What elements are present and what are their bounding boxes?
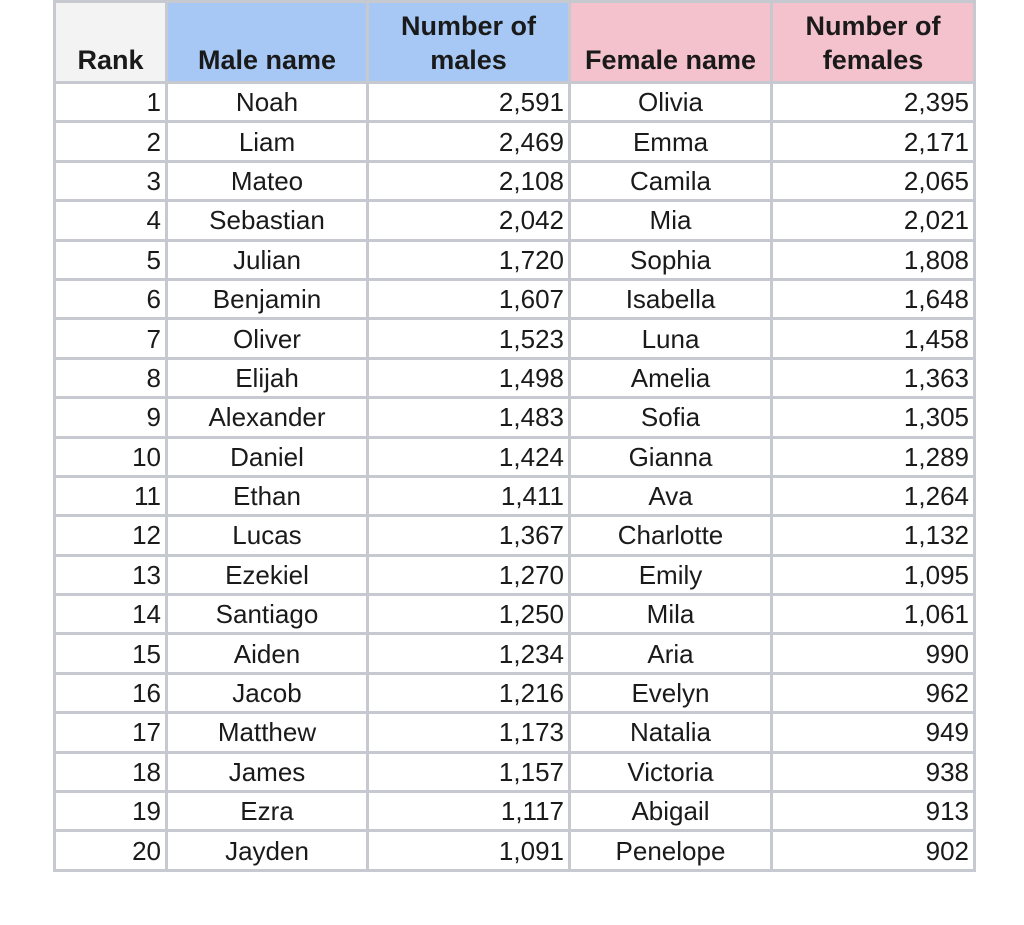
cell-female-name: Emily — [570, 555, 772, 594]
cell-female-name: Camila — [570, 161, 772, 200]
cell-male-count: 1,216 — [368, 673, 570, 712]
cell-female-name: Penelope — [570, 831, 772, 870]
cell-female-count: 2,065 — [772, 161, 975, 200]
cell-female-name: Luna — [570, 319, 772, 358]
cell-male-name: James — [167, 752, 368, 791]
cell-female-name: Gianna — [570, 437, 772, 476]
table-row — [55, 279, 975, 318]
names-table — [53, 0, 976, 872]
cell-rank: 2 — [55, 122, 167, 161]
cell-rank: 5 — [55, 240, 167, 279]
cell-male-count: 1,523 — [368, 319, 570, 358]
names-table-container — [53, 0, 976, 872]
cell-rank: 18 — [55, 752, 167, 791]
table-row — [55, 516, 975, 555]
cell-male-count: 1,157 — [368, 752, 570, 791]
cell-male-name: Aiden — [167, 634, 368, 673]
cell-rank: 14 — [55, 595, 167, 634]
cell-male-count: 1,173 — [368, 713, 570, 752]
cell-female-count: 962 — [772, 673, 975, 712]
cell-female-count: 1,808 — [772, 240, 975, 279]
cell-rank: 11 — [55, 476, 167, 515]
cell-rank: 3 — [55, 161, 167, 200]
cell-female-count: 902 — [772, 831, 975, 870]
cell-female-count: 1,132 — [772, 516, 975, 555]
cell-female-name: Charlotte — [570, 516, 772, 555]
cell-female-name: Evelyn — [570, 673, 772, 712]
cell-male-count: 2,469 — [368, 122, 570, 161]
cell-female-name: Natalia — [570, 713, 772, 752]
cell-male-name: Mateo — [167, 161, 368, 200]
cell-female-count: 949 — [772, 713, 975, 752]
cell-rank: 6 — [55, 279, 167, 318]
table-body — [55, 83, 975, 871]
table-row — [55, 792, 975, 831]
cell-female-count: 1,264 — [772, 476, 975, 515]
table-row — [55, 713, 975, 752]
cell-male-count: 1,720 — [368, 240, 570, 279]
cell-female-count: 1,095 — [772, 555, 975, 594]
cell-rank: 20 — [55, 831, 167, 870]
cell-male-name: Noah — [167, 83, 368, 122]
table-row — [55, 555, 975, 594]
cell-female-name: Abigail — [570, 792, 772, 831]
cell-male-count: 1,091 — [368, 831, 570, 870]
cell-rank: 7 — [55, 319, 167, 358]
cell-male-name: Daniel — [167, 437, 368, 476]
cell-female-count: 1,648 — [772, 279, 975, 318]
cell-male-count: 1,607 — [368, 279, 570, 318]
cell-female-count: 913 — [772, 792, 975, 831]
cell-male-name: Sebastian — [167, 201, 368, 240]
cell-rank: 8 — [55, 358, 167, 397]
cell-rank: 4 — [55, 201, 167, 240]
table-row — [55, 201, 975, 240]
cell-male-count: 1,367 — [368, 516, 570, 555]
cell-male-count: 1,498 — [368, 358, 570, 397]
table-row — [55, 240, 975, 279]
cell-female-name: Olivia — [570, 83, 772, 122]
cell-female-count: 1,061 — [772, 595, 975, 634]
header-rank: Rank — [55, 2, 167, 83]
cell-female-name: Sofia — [570, 398, 772, 437]
cell-male-count: 2,108 — [368, 161, 570, 200]
table-row — [55, 398, 975, 437]
cell-rank: 12 — [55, 516, 167, 555]
header-female-name: Female name — [570, 2, 772, 83]
table-row — [55, 752, 975, 791]
cell-rank: 13 — [55, 555, 167, 594]
cell-female-name: Ava — [570, 476, 772, 515]
cell-female-count: 1,289 — [772, 437, 975, 476]
cell-female-count: 1,363 — [772, 358, 975, 397]
cell-male-name: Jayden — [167, 831, 368, 870]
cell-male-count: 2,591 — [368, 83, 570, 122]
cell-male-name: Matthew — [167, 713, 368, 752]
table-row — [55, 831, 975, 870]
cell-male-name: Ezekiel — [167, 555, 368, 594]
table-row — [55, 595, 975, 634]
cell-rank: 16 — [55, 673, 167, 712]
cell-male-count: 1,117 — [368, 792, 570, 831]
cell-female-name: Sophia — [570, 240, 772, 279]
cell-female-count: 2,171 — [772, 122, 975, 161]
cell-male-name: Benjamin — [167, 279, 368, 318]
cell-female-count: 2,021 — [772, 201, 975, 240]
header-female-count: Number of females — [772, 2, 975, 83]
table-row — [55, 476, 975, 515]
cell-male-name: Oliver — [167, 319, 368, 358]
cell-male-count: 1,483 — [368, 398, 570, 437]
cell-rank: 1 — [55, 83, 167, 122]
cell-rank: 10 — [55, 437, 167, 476]
header-male-count: Number of males — [368, 2, 570, 83]
table-row — [55, 358, 975, 397]
cell-rank: 17 — [55, 713, 167, 752]
cell-rank: 15 — [55, 634, 167, 673]
cell-female-count: 1,458 — [772, 319, 975, 358]
cell-female-count: 2,395 — [772, 83, 975, 122]
cell-male-name: Ezra — [167, 792, 368, 831]
table-row — [55, 673, 975, 712]
cell-male-count: 1,234 — [368, 634, 570, 673]
cell-female-count: 1,305 — [772, 398, 975, 437]
table-row — [55, 437, 975, 476]
cell-female-name: Emma — [570, 122, 772, 161]
cell-male-count: 1,250 — [368, 595, 570, 634]
cell-male-name: Ethan — [167, 476, 368, 515]
header-male-name: Male name — [167, 2, 368, 83]
cell-male-count: 1,411 — [368, 476, 570, 515]
cell-female-count: 938 — [772, 752, 975, 791]
cell-male-name: Alexander — [167, 398, 368, 437]
cell-rank: 19 — [55, 792, 167, 831]
cell-female-name: Isabella — [570, 279, 772, 318]
cell-female-name: Victoria — [570, 752, 772, 791]
cell-male-count: 2,042 — [368, 201, 570, 240]
cell-male-name: Elijah — [167, 358, 368, 397]
cell-female-name: Amelia — [570, 358, 772, 397]
cell-male-name: Lucas — [167, 516, 368, 555]
cell-female-name: Mia — [570, 201, 772, 240]
table-row — [55, 161, 975, 200]
cell-rank: 9 — [55, 398, 167, 437]
cell-male-name: Santiago — [167, 595, 368, 634]
cell-male-name: Jacob — [167, 673, 368, 712]
table-row — [55, 319, 975, 358]
cell-female-name: Mila — [570, 595, 772, 634]
cell-female-count: 990 — [772, 634, 975, 673]
table-row — [55, 634, 975, 673]
cell-male-count: 1,270 — [368, 555, 570, 594]
header-row — [55, 2, 975, 83]
cell-female-name: Aria — [570, 634, 772, 673]
cell-male-name: Julian — [167, 240, 368, 279]
table-row — [55, 122, 975, 161]
cell-male-name: Liam — [167, 122, 368, 161]
cell-male-count: 1,424 — [368, 437, 570, 476]
table-row — [55, 83, 975, 122]
